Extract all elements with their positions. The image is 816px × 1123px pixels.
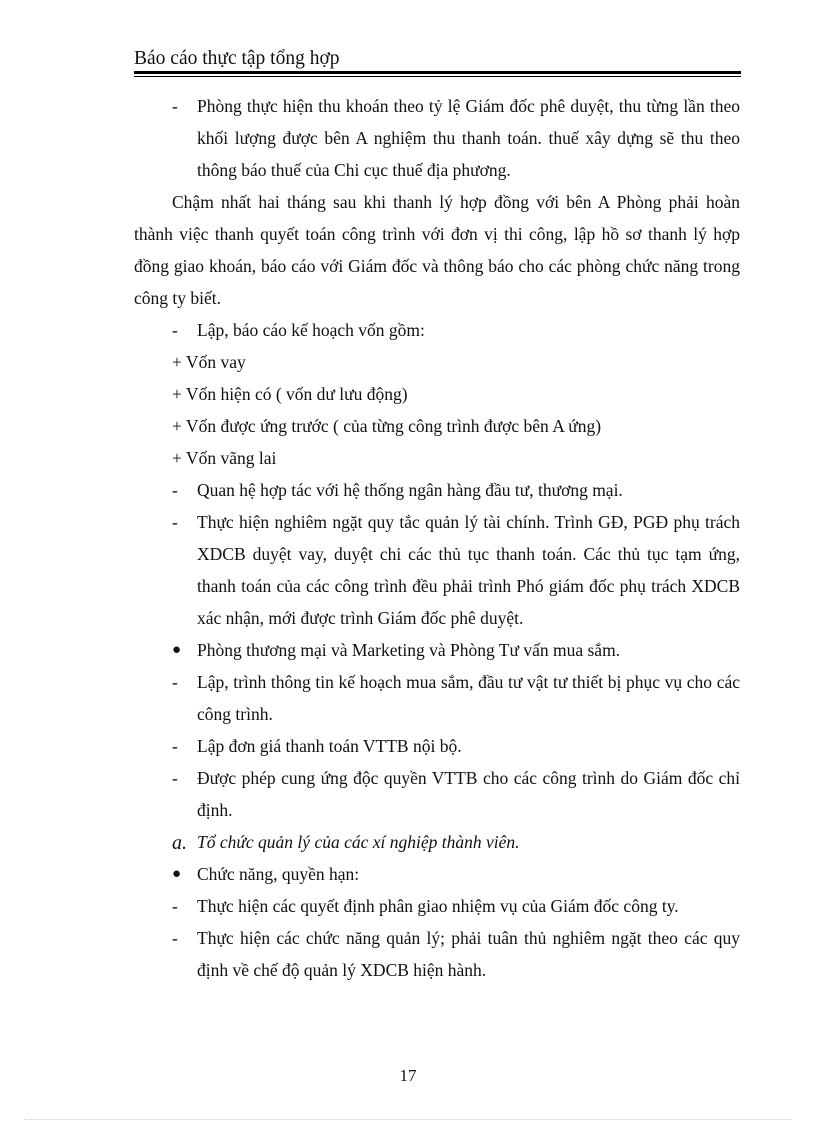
dash-item: [134, 506, 740, 634]
bullet-item: [134, 858, 740, 890]
section-marker: a.: [172, 832, 187, 854]
dash-marker: -: [172, 896, 178, 916]
dash-item: [134, 474, 740, 506]
plus-item: + Vốn vay: [172, 352, 246, 372]
dash-item: [134, 922, 740, 986]
plus-item: + Vốn được ứng trước ( của từng công trình được bên A ứng): [172, 416, 602, 436]
dash-marker: -: [172, 768, 178, 788]
dash-marker: -: [172, 512, 178, 532]
dash-item: [134, 314, 740, 346]
header-title: Báo cáo thực tập tổng hợp: [134, 48, 340, 69]
paragraph-text: Thực hiện các quyết định phân giao nhiệm vụ của Giám đốc công ty.: [197, 896, 679, 916]
section-heading: [134, 826, 740, 858]
page-bottom-rule: [24, 1119, 792, 1120]
document-body: [134, 90, 740, 986]
dash-marker: -: [172, 672, 178, 692]
paragraph-text: Phòng thương mại và Marketing và Phòng Tư vấn mua sắm.: [197, 640, 621, 660]
paragraph-text: Lập đơn giá thanh toán VTTB nội bộ.: [197, 736, 462, 756]
paragraph-text: Phòng thực hiện thu khoán theo tỷ lệ Giám đốc phê duyệt, thu từng lần theo khối lượng được bên A nghiệm thu thanh toán. thuế xây dựng sẽ thu theo thông báo thuế của Chi cục thuế địa phương.: [197, 96, 740, 180]
bullet-item: [134, 634, 740, 666]
dash-marker: -: [172, 928, 178, 948]
dash-item: [134, 762, 740, 826]
dash-marker: -: [172, 480, 178, 500]
bullet-icon: ●: [172, 866, 182, 882]
plus-item: + Vốn hiện có ( vốn dư lưu động): [172, 384, 408, 404]
section-heading-text: Tổ chức quản lý của các xí nghiệp thành viên.: [197, 832, 520, 852]
dash-marker: -: [172, 96, 178, 116]
paragraph-text: Lập, báo cáo kế hoạch vốn gồm:: [197, 320, 425, 340]
paragraph-text: Chức năng, quyền hạn:: [197, 864, 360, 884]
paragraph-text: Thực hiện các chức năng quản lý; phải tuân thủ nghiêm ngặt theo các quy định về chế độ quản lý XDCB hiện hành.: [197, 928, 740, 980]
dash-item: [134, 890, 740, 922]
dash-item: [134, 666, 740, 730]
dash-marker: -: [172, 736, 178, 756]
header-rule-thick: [134, 71, 741, 74]
paragraph-text: Quan hệ hợp tác với hệ thống ngân hàng đầu tư, thương mại.: [197, 480, 623, 500]
dash-item: [134, 90, 740, 186]
header-rule-thin: [134, 76, 741, 77]
paragraph-text: Lập, trình thông tin kế hoạch mua sắm, đầu tư vật tư thiết bị phục vụ cho các công trình.: [197, 672, 740, 724]
page-number: 17: [399, 1066, 417, 1085]
paragraph-text: Được phép cung ứng độc quyền VTTB cho các công trình do Giám đốc chỉ định.: [197, 768, 740, 820]
body-paragraph: Chậm nhất hai tháng sau khi thanh lý hợp đồng với bên A Phòng phải hoàn thành việc thanh quyết toán công trình với đơn vị thi công, lập hồ sơ thanh lý hợp đồng giao khoán, báo cáo với Giám đốc và thông báo cho các phòng chức năng trong công ty biết.: [134, 192, 740, 308]
plus-item: + Vốn vãng lai: [172, 448, 277, 468]
dash-marker: -: [172, 320, 178, 340]
paragraph-text: Thực hiện nghiêm ngặt quy tắc quản lý tài chính. Trình GĐ, PGĐ phụ trách XDCB duyệt vay, duyệt chi các thủ tục thanh toán. Các thủ tục tạm ứng, thanh toán của các công trình đều phải trình Phó giám đốc phụ trách XDCB xác nhận, mới được trình Giám đốc phê duyệt.: [197, 512, 740, 628]
dash-item: [134, 730, 740, 762]
bullet-icon: ●: [172, 642, 182, 658]
